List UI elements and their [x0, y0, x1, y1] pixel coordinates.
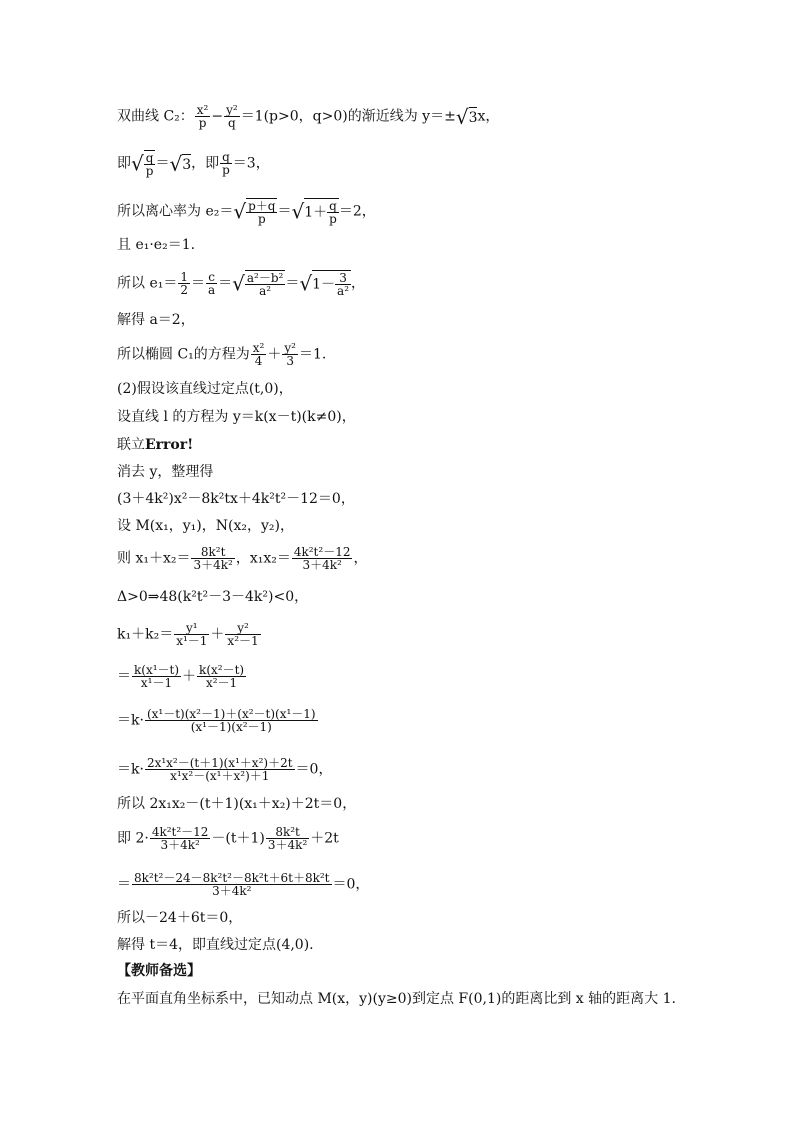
line-k-sum-4: ＝k· $\frac{\text{2x¹x²－(t＋1)(x¹＋x²)＋2t}}{\text{x¹x²－(x¹＋x²)＋1}}$ ＝0， [117, 756, 333, 783]
fraction: $\frac{\text{4k²t²－12}}{\text{3＋4k²}}$ [151, 825, 209, 852]
line-solve-a: 解得 a＝2， [117, 312, 195, 328]
line-k-sum-3: ＝k· $\frac{\text{(x¹－t)(x²－1)＋(x²－t)(x¹－1)}}{\text{(x¹－1)(x²－1)}}$ [117, 707, 316, 734]
line-condition: 所以 2x₁x₂－(t＋1)(x₁＋x₂)＋2t＝0， [117, 796, 357, 812]
fraction: $\frac{\text{8k²t}}{\text{3＋4k²}}$ [193, 545, 233, 572]
line-quadratic: (3＋4k²)x²－8k²tx＋4k²t²－12＝0， [117, 491, 355, 507]
line-simultaneous: 联立Error! [117, 437, 194, 453]
line-line-equation: 设直线 l 的方程为 y＝k(x－t)(k≠0)， [117, 409, 356, 425]
fraction: $\frac{\text{k(x²－t)}}{\text{x²－1}}$ [199, 663, 245, 690]
fraction: $\frac{\text{y²}}{\text{x²－1}}$ [227, 621, 259, 648]
fraction: $\frac{q}{p}$ [222, 150, 230, 177]
line-eccentricity: 所以离心率为 e₂＝√ $\frac{p+q}{p}$ ＝√1＋ $\frac{q}{p}$ ＝2， [117, 199, 376, 226]
line-k-sum-2: ＝ $\frac{\text{k(x¹－t)}}{\text{x¹－1}}$ ＋ $\frac{\text{k(x²－t)}}{\text{x²－1}}$ [117, 663, 245, 690]
line-result: 所以－24＋6t＝0， [117, 910, 243, 926]
fraction: $\frac{\text{2x¹x²－(t＋1)(x¹＋x²)＋2t}}{\text{x¹x²－(x¹＋x²)＋1}}$ [146, 756, 293, 783]
line-points: 设 M(x₁，y₁)，N(x₂，y₂)， [117, 518, 294, 534]
sqrt: √1＋ $\frac{q}{p}$ [291, 199, 337, 226]
text: 双曲线 C₂： [117, 108, 194, 125]
line-new-problem: 在平面直角坐标系中，已知动点 M(x，y)(y≥0)到定点 F(0,1)的距离比到 x 轴的距离大 1. [117, 991, 676, 1007]
line-e1: 所以 e₁＝ $\frac{1}{2}$ ＝ $\frac{c}{a}$ ＝√ $\frac{\text{a²－b²}}{\text{a²}}$ ＝√1－ $\frac{3}{\text{a²}}$ ， [117, 270, 366, 298]
sqrt: √ $\frac{q}{p}$ [131, 151, 154, 178]
section-heading-teacher: 【教师备选】 [117, 963, 201, 979]
line-vieta: 则 x₁＋x₂＝ $\frac{\text{8k²t}}{\text{3＋4k²}}$ ，x₁x₂＝ $\frac{\text{4k²t²－12}}{\text{3＋4k²}}$ ， [117, 545, 368, 572]
line-eliminate: 消去 y，整理得 [117, 464, 214, 480]
fraction: $\frac{\text{8k²t²－24－8k²t²－8k²t＋6t＋8k²t}}{\text{3＋4k²}}$ [134, 871, 330, 898]
error-text: Error! [145, 437, 194, 453]
line-simplify: ＝ $\frac{\text{8k²t²－24－8k²t²－8k²t＋6t＋8k²t}}{\text{3＋4k²}}$ ＝0， [117, 871, 370, 898]
sqrt: √3 [169, 151, 192, 176]
fraction: $\frac{\text{y¹}}{\text{x¹－1}}$ [176, 621, 208, 648]
line-asymptote: 即√ $\frac{q}{p}$ ＝√3，即 $\frac{q}{p}$ ＝3， [117, 150, 270, 178]
fraction: $\frac{\text{y²}}{q}$ [226, 103, 238, 130]
sqrt: √1－ $\frac{3}{\text{a²}}$ [299, 271, 350, 298]
fraction: $\frac{\text{x²}}{p}$ [196, 103, 209, 130]
sqrt: √ $\frac{p+q}{p}$ [233, 199, 276, 226]
fraction: $\frac{\text{y²}}{3}$ [284, 341, 296, 368]
fraction: $\frac{\text{4k²t²－12}}{\text{3＋4k²}}$ [293, 545, 351, 572]
fraction: $\frac{c}{a}$ [208, 270, 216, 297]
fraction: $\frac{\text{8k²t}}{\text{3＋4k²}}$ [267, 825, 308, 852]
line-ellipse-equation: 所以椭圆 C₁的方程为 $\frac{\text{x²}}{4}$ ＋ $\frac{\text{y²}}{3}$ ＝1. [117, 341, 327, 368]
fraction: $\frac{\text{x²}}{4}$ [252, 341, 265, 368]
sqrt: √ $\frac{\text{a²－b²}}{\text{a²}}$ [232, 271, 284, 298]
line-discriminant: Δ>0⇒48(k²t²－3－4k²)<0， [117, 589, 309, 605]
line-substitute: 即 2· $\frac{\text{4k²t²－12}}{\text{3＋4k²}}$ －(t＋1) $\frac{\text{8k²t}}{\text{3＋4k²}}$ ＋2t [117, 825, 339, 852]
fraction: $\frac{1}{2}$ [180, 270, 188, 297]
line-hyperbola: 双曲线 C₂： $\frac{\text{x²}}{p}$ − $\frac{\text{y²}}{q}$ ＝1(p>0，q>0)的渐近线为 y＝±√3x， [117, 103, 500, 130]
line-k-sum: k₁＋k₂＝ $\frac{\text{y¹}}{\text{x¹－1}}$ ＋ $\frac{\text{y²}}{\text{x²－1}}$ [117, 621, 259, 648]
fraction: $\frac{\text{k(x¹－t)}}{\text{x¹－1}}$ [134, 663, 180, 690]
line-fixed-point: 解得 t＝4，即直线过定点(4,0). [117, 937, 314, 953]
fraction: $\frac{\text{(x¹－t)(x²－1)＋(x²－t)(x¹－1)}}{\text{(x¹－1)(x²－1)}}$ [146, 707, 316, 734]
line-part2: (2)假设该直线过定点(t,0)， [117, 381, 293, 397]
sqrt: √3 [455, 104, 478, 129]
line-e-product: 且 e₁·e₂＝1. [117, 237, 196, 253]
